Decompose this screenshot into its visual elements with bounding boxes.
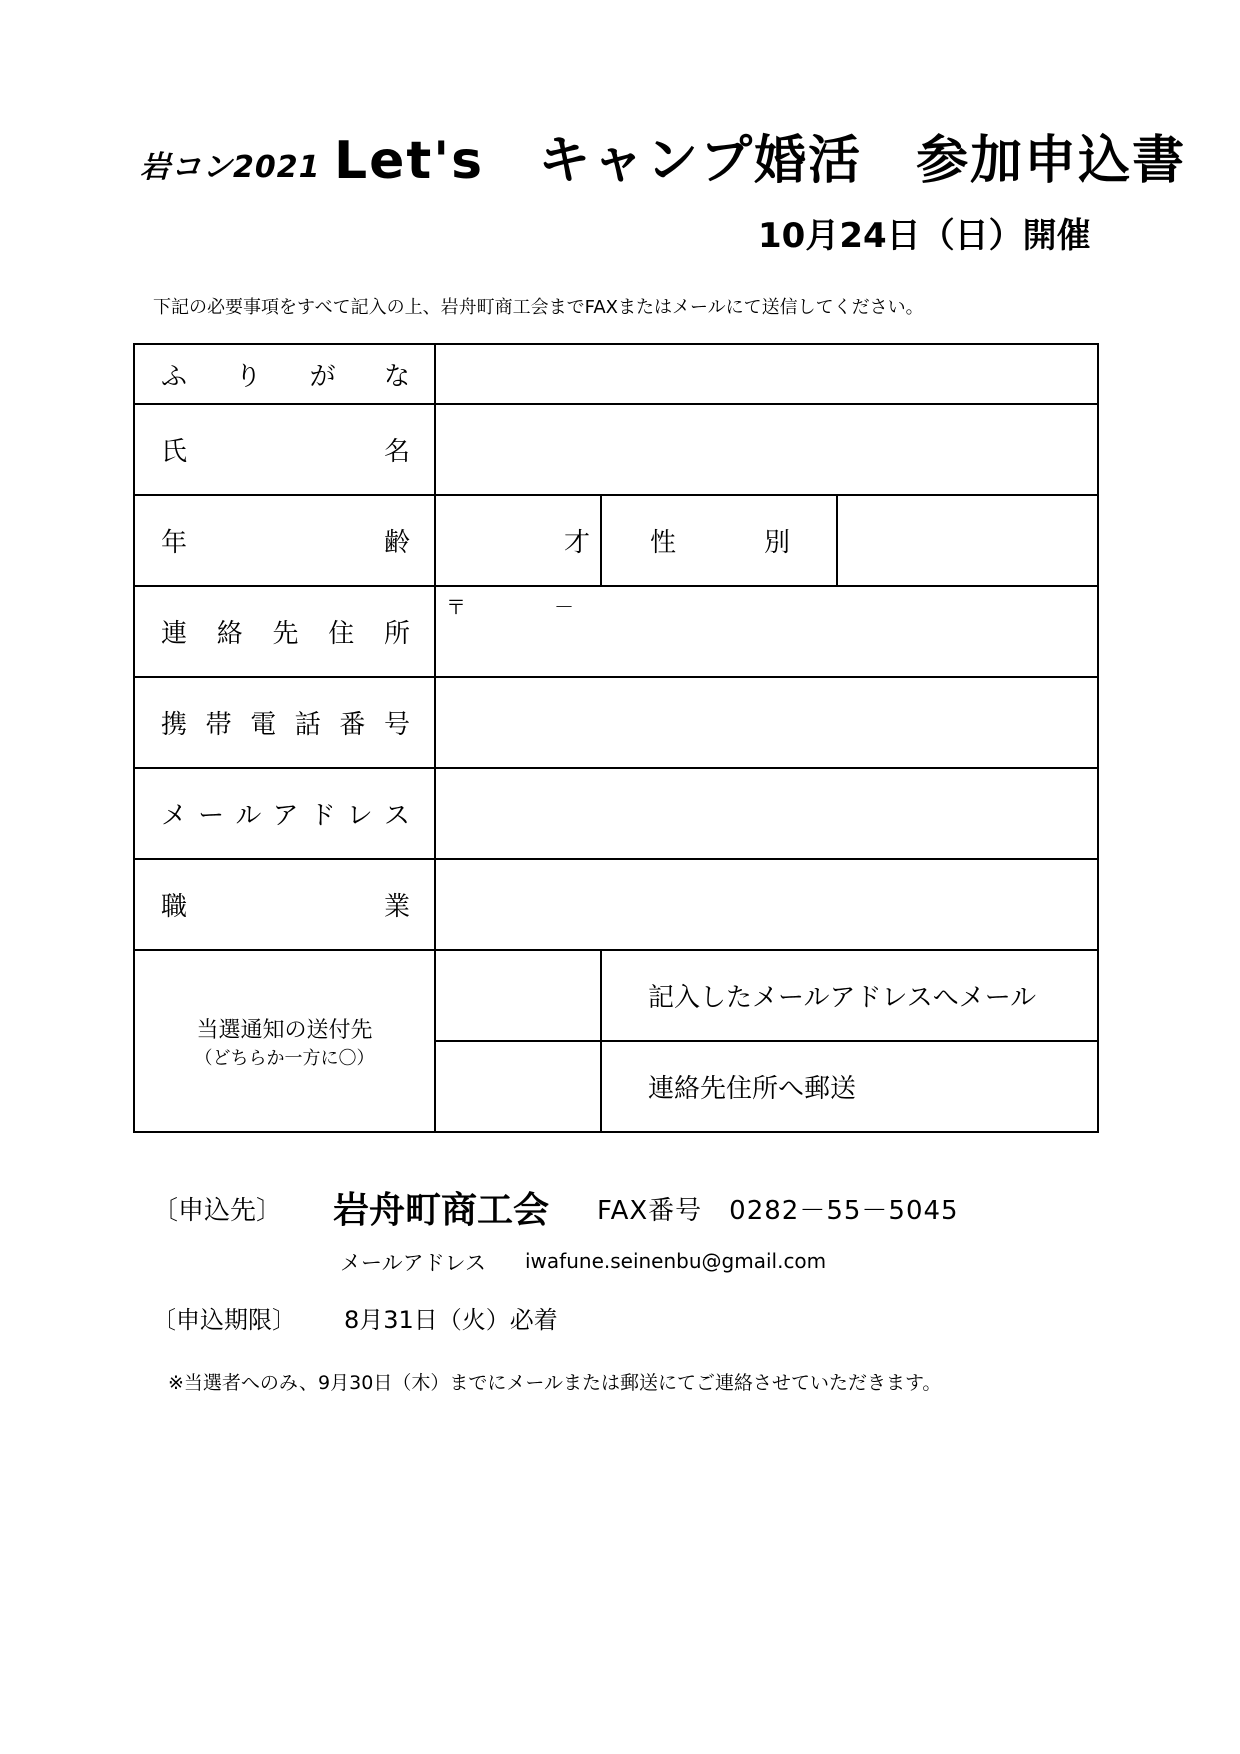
- contact-heading: 〔申込先〕: [152, 1196, 283, 1226]
- notice-label: 当選通知の送付先: [196, 1017, 373, 1043]
- email-label: メ ー ル ア ド レ ス: [161, 801, 410, 831]
- address-field[interactable]: [435, 586, 1098, 677]
- age-label-cell: [134, 495, 435, 586]
- form-title: Let's キャンプ婚活 参加申込書: [334, 131, 1187, 191]
- age-unit: 才: [563, 528, 590, 558]
- name-label: 氏 名: [161, 437, 410, 467]
- notice-email-choice-box[interactable]: [435, 950, 601, 1041]
- gender-label-cell: [601, 495, 837, 586]
- address-label-cell: [134, 586, 435, 677]
- notice-option-post: 連絡先住所へ郵送: [601, 1041, 1098, 1132]
- notice-instruction: （どちらか一方に〇）: [194, 1047, 375, 1069]
- mobile-field[interactable]: [435, 677, 1098, 768]
- event-date: 10月24日（日）開催: [758, 216, 1091, 256]
- instructions: 下記の必要事項をすべて記入の上、岩舟町商工会までFAXまたはメールにて送信してください。: [153, 297, 924, 318]
- gender-label: 性 別: [650, 528, 790, 558]
- mobile-label: 携 帯 電 話 番 号: [161, 710, 410, 740]
- occupation-label-cell: [134, 859, 435, 950]
- age-label: 年 齢: [161, 528, 410, 558]
- notice-label-cell: [134, 950, 435, 1132]
- gender-field[interactable]: [837, 495, 1098, 586]
- name-field[interactable]: [435, 404, 1098, 495]
- organization-name: 岩舟町商工会: [333, 1190, 550, 1231]
- event-subtitle: 岩コン2021: [140, 150, 321, 185]
- occupation-label: 職 業: [161, 892, 410, 922]
- notice-option-email: 記入したメールアドレスへメール: [601, 950, 1098, 1041]
- mobile-label-cell: [134, 677, 435, 768]
- contact-email-link[interactable]: iwafune.seinenbu@gmail.com: [525, 1249, 827, 1273]
- fax-number: FAX番号 0282－55－5045: [597, 1196, 959, 1226]
- furigana-label-cell: [134, 344, 435, 404]
- occupation-field[interactable]: [435, 859, 1098, 950]
- address-label: 連 絡 先 住 所: [161, 619, 410, 649]
- age-field[interactable]: [435, 495, 601, 586]
- postal-mark: 〒: [446, 595, 466, 619]
- email-label-cell: [134, 768, 435, 859]
- deadline-value: 8月31日（火）必着: [344, 1306, 558, 1334]
- notice-post-choice-box[interactable]: [435, 1041, 601, 1132]
- name-label-cell: [134, 404, 435, 495]
- email-field[interactable]: [435, 768, 1098, 859]
- footnote: ※当選者へのみ、9月30日（木）までにメールまたは郵送にてご連絡させていただきます。: [168, 1372, 942, 1394]
- contact-email-label: メールアドレス: [340, 1251, 486, 1275]
- postal-dash: －: [554, 595, 574, 619]
- application-form-table: [133, 343, 1099, 1133]
- deadline-heading: 〔申込期限〕: [152, 1306, 296, 1334]
- furigana-label: ふ り が な: [161, 361, 410, 392]
- furigana-field[interactable]: [435, 344, 1098, 404]
